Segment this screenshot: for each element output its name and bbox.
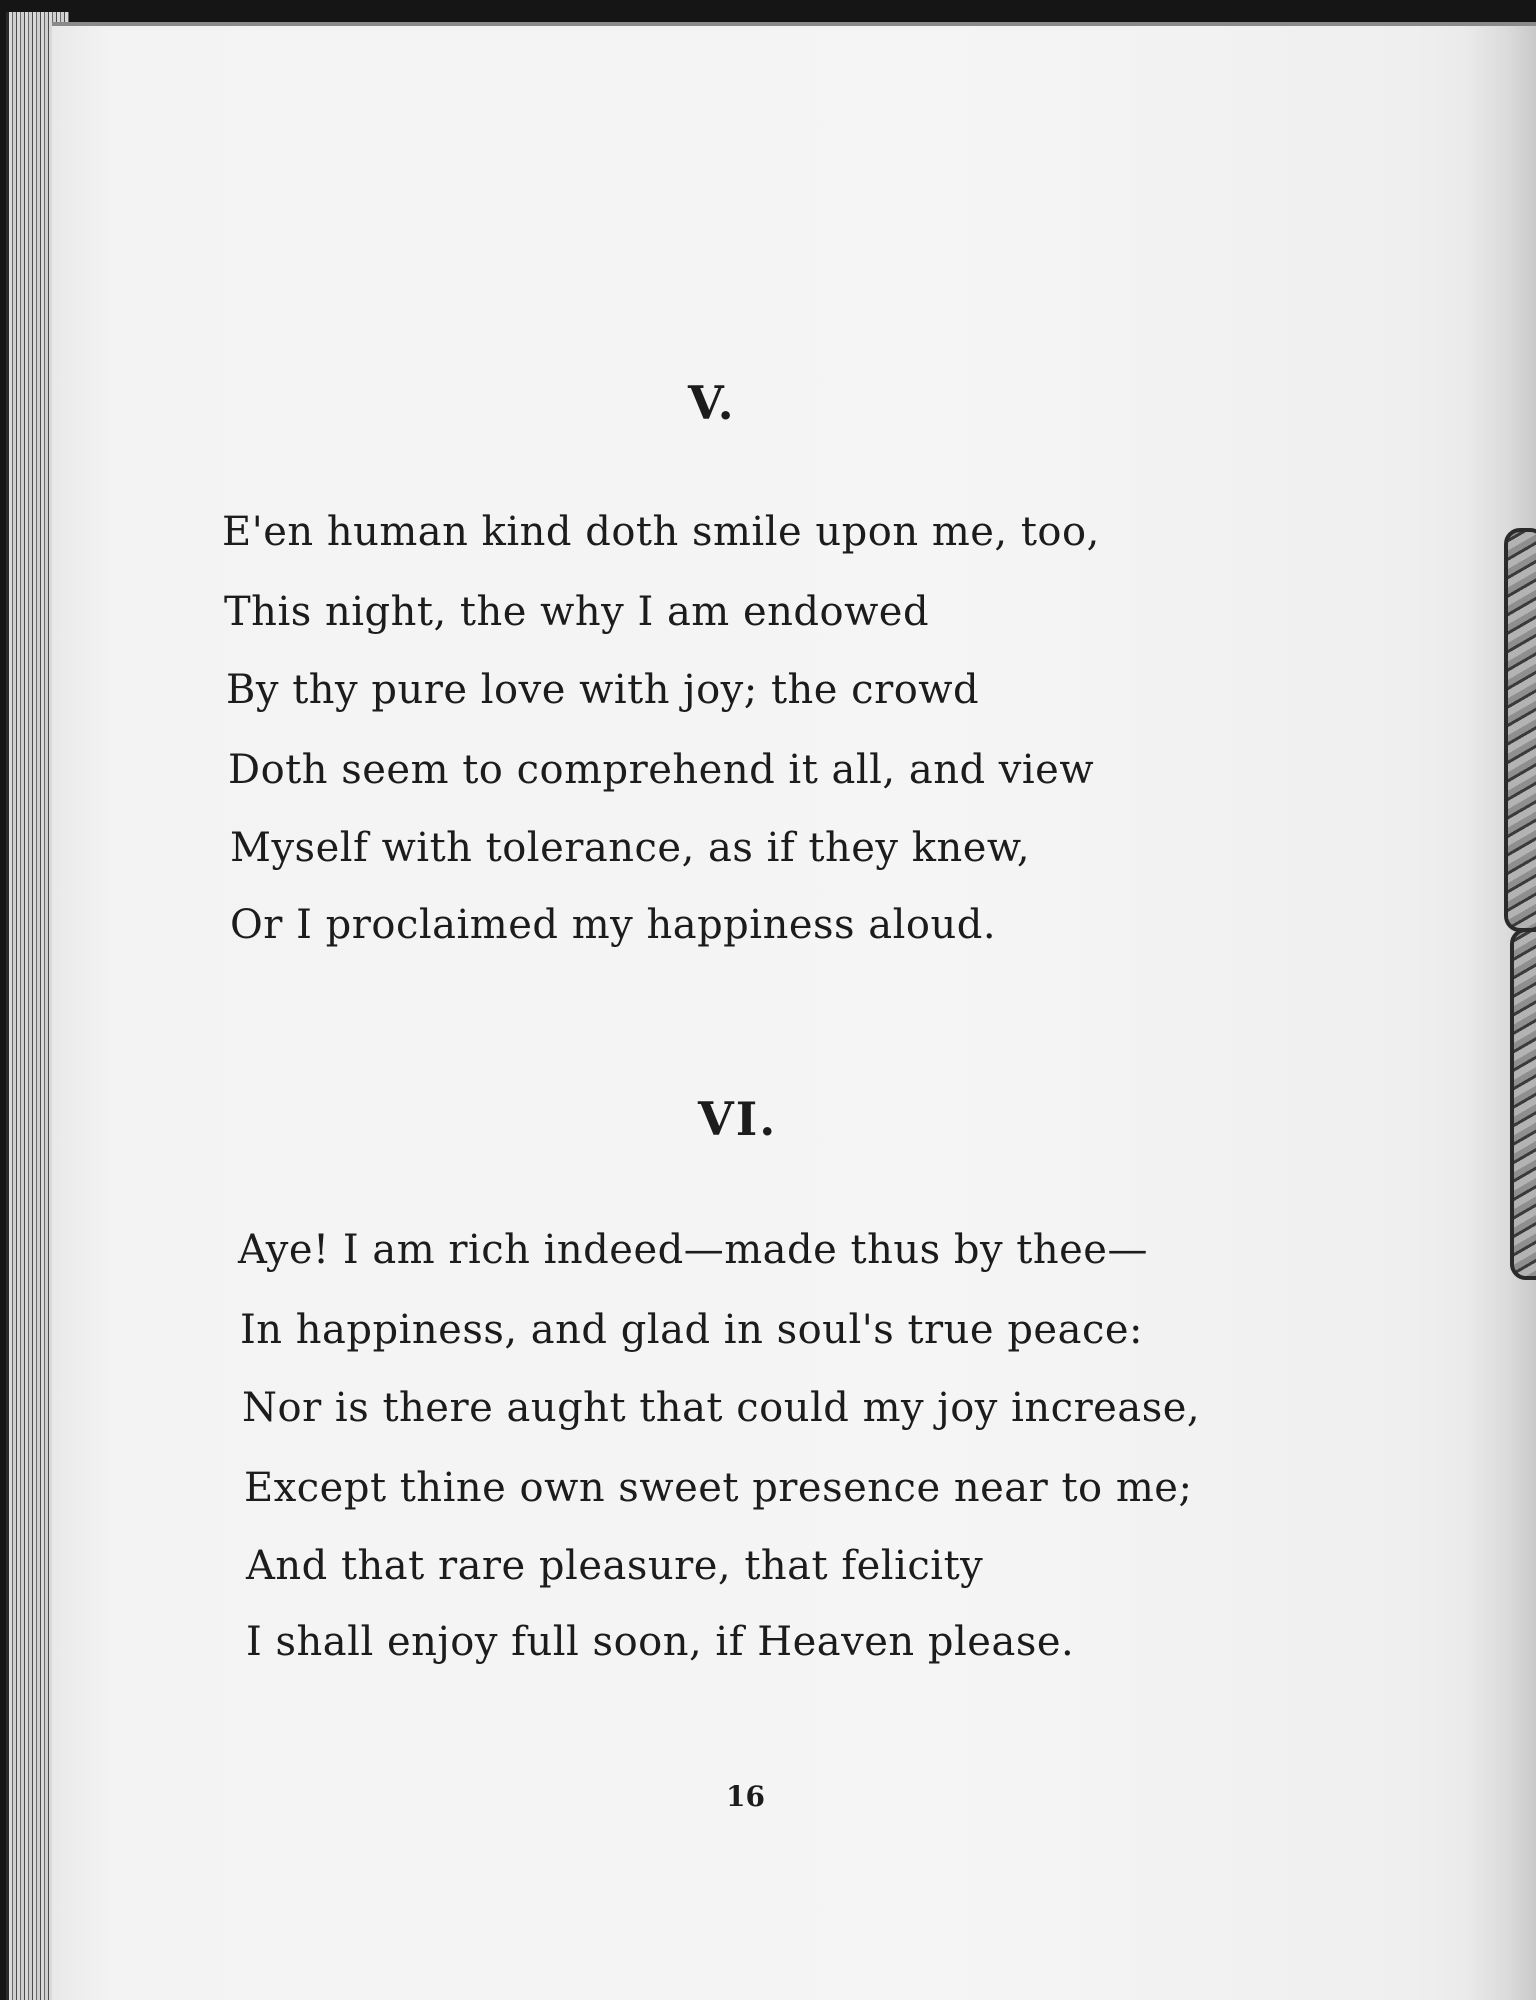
verse-line: And that rare pleasure, that felicity <box>246 1543 984 1589</box>
ribbon-bookmark-upper <box>1504 528 1536 932</box>
verse-line: Or I proclaimed my happiness aloud. <box>230 902 997 948</box>
verse-line: Doth seem to comprehend it all, and view <box>228 747 1095 793</box>
ribbon-bookmark-lower <box>1510 928 1536 1280</box>
verse-line: This night, the why I am endowed <box>224 589 930 635</box>
verse-line: E'en human kind doth smile upon me, too, <box>222 509 1100 555</box>
page-number: 16 <box>726 1780 765 1813</box>
book-page <box>52 22 1536 2000</box>
verse-line: I shall enjoy full soon, if Heaven please. <box>246 1619 1075 1665</box>
verse-line: By thy pure love with joy; the crowd <box>226 667 980 713</box>
section-numeral-vi: VI. <box>698 1092 778 1146</box>
verse-line: Except thine own sweet presence near to me; <box>244 1465 1193 1511</box>
verse-line: In happiness, and glad in soul's true peace: <box>240 1307 1143 1353</box>
section-numeral-v: V. <box>688 376 736 430</box>
verse-line: Aye! I am rich indeed—made thus by thee— <box>238 1227 1148 1273</box>
verse-line: Nor is there aught that could my joy increase, <box>242 1385 1201 1431</box>
verse-line: Myself with tolerance, as if they knew, <box>230 825 1031 871</box>
